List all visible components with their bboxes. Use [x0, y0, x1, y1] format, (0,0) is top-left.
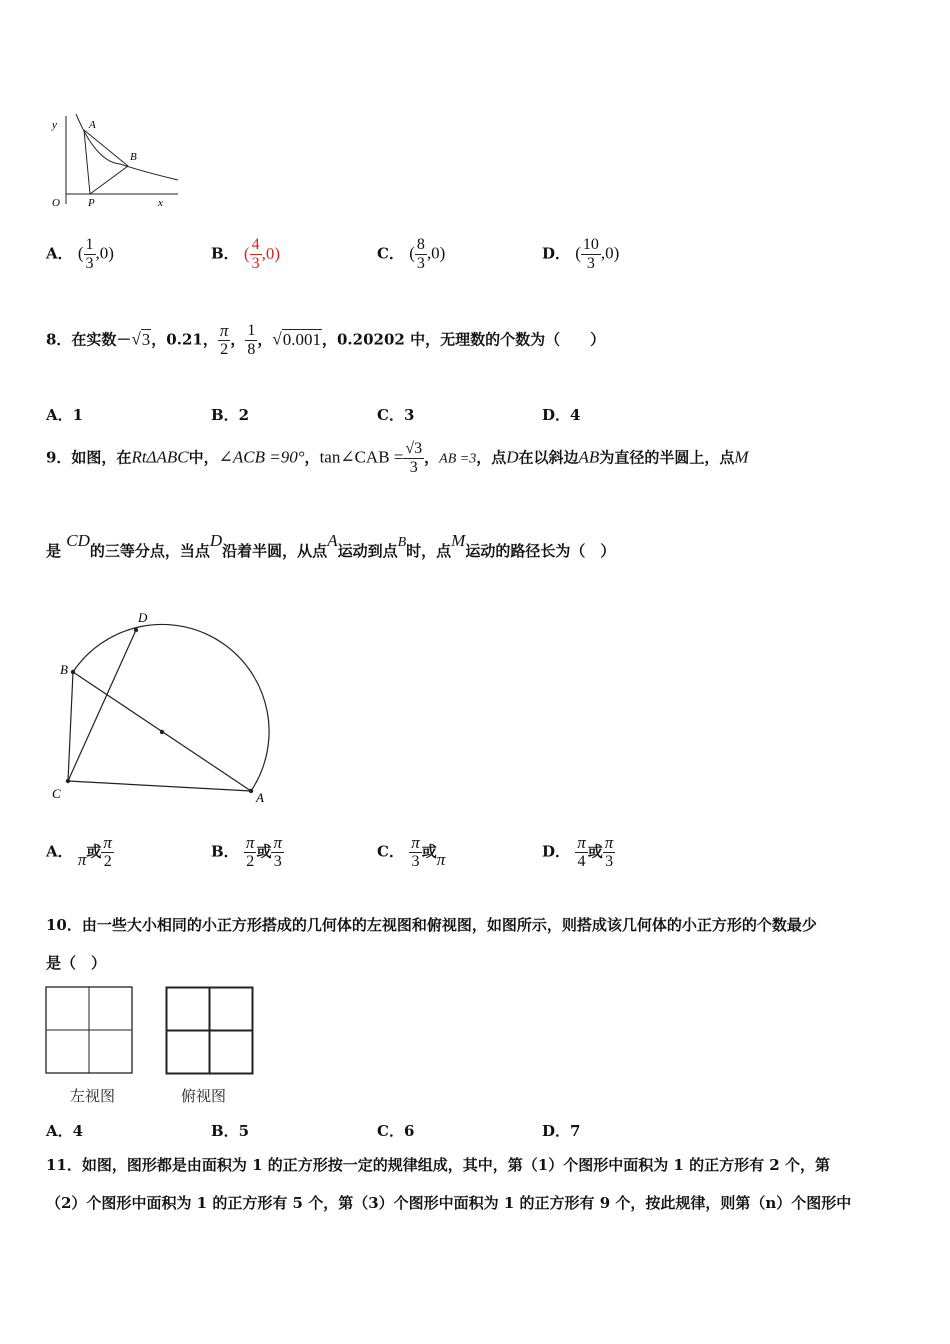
q9-label-C: C [52, 786, 61, 801]
q10-left-view-caption: 左视图 [70, 1087, 116, 1105]
q10-top-view-caption: 俯视图 [181, 1087, 227, 1105]
q7-graph [44, 108, 184, 212]
q9-option-b[interactable]: B． $\frac{\pi}{2}$ 或 $\frac{\pi}{3}$ [211, 833, 282, 870]
q10-option-a[interactable]: A．4 [46, 1122, 84, 1140]
q7-option-a-label: A． [46, 244, 73, 263]
q7-option-b-label: B． [211, 244, 239, 263]
q7-label-B: B [130, 151, 137, 163]
q7-label-P: P [88, 197, 95, 209]
q7-label-y: y [52, 119, 57, 131]
q7-option-b-frac: $\frac{4}{3}$ [251, 236, 260, 272]
q10-stem-line2: 是（ ） [46, 954, 107, 972]
q8-option-c[interactable]: C．3 [377, 406, 415, 424]
q8-option-a[interactable]: A．1 [46, 406, 84, 424]
q7-option-b[interactable]: B． ( $\frac{4}{3}$ ,0) [211, 236, 281, 272]
q10-left-view [45, 986, 135, 1076]
q10-option-c[interactable]: C．6 [377, 1122, 415, 1140]
q8-option-b[interactable]: B．2 [211, 406, 250, 424]
q9-figure [46, 604, 286, 810]
q7-label-O: O [52, 197, 60, 209]
q7-label-x: x [158, 197, 163, 209]
q7-option-a-frac: $\frac{1}{3}$ [85, 236, 94, 272]
q10-option-d[interactable]: D．7 [542, 1122, 581, 1140]
q8-sqrt-0001: √0.001 [272, 329, 321, 349]
q9-stem-line2: 是 CD的三等分点，当点D沿着半圆，从点A运动到点B时，点M运动的路径长为（ ） [46, 531, 616, 560]
q7-option-a[interactable]: A． ( $\frac{1}{3}$ ,0) [46, 236, 114, 272]
q9-label-D: D [138, 610, 148, 625]
q9-option-d[interactable]: D． $\frac{\pi}{4}$ 或 $\frac{\pi}{3}$ [542, 833, 614, 870]
q10-top-view [165, 986, 257, 1078]
q9-label-A: A [256, 790, 264, 805]
q11-stem-line2: （2）个图形中面积为 1 的正方形有 5 个，第（3）个图形中面积为 1 的正方形有 9 个，按此规律，则第（n）个图形中 [46, 1194, 852, 1212]
q9-stem-line1: 9．如图，在RtΔABC中，∠ACB =90°，tan∠CAB = $\frac{√3}{3}$ ，AB =3，点D在以斜边AB为直径的半圆上，点M [46, 440, 749, 476]
q7-option-c-frac: $\frac{8}{3}$ [416, 236, 425, 272]
q9-label-B: B [60, 662, 68, 677]
q7-label-A: A [89, 119, 96, 131]
q7-option-d[interactable]: D． ( $\frac{10}{3}$ ,0) [542, 236, 620, 272]
q7-option-d-label: D． [542, 244, 571, 263]
q9-option-c[interactable]: C． $\frac{\pi}{3}$ 或π [377, 833, 446, 870]
q8-frac-pi-2: $\frac{\pi}{2}$ [219, 321, 229, 358]
q8-stem: 8．在实数－√3，0.21， $\frac{\pi}{2}$ ， $\frac{1}{8}$ ，√0.001，0.20202 中，无理数的个数为（ ） [46, 321, 606, 358]
q10-option-b[interactable]: B．5 [211, 1122, 250, 1140]
q7-option-c[interactable]: C． ( $\frac{8}{3}$ ,0) [377, 236, 446, 272]
q8-sqrt3: √3 [131, 329, 151, 349]
q7-option-c-label: C． [377, 244, 404, 263]
q11-stem-line1: 11．如图，图形都是由面积为 1 的正方形按一定的规律组成，其中，第（1）个图形中面积为 1 的正方形有 2 个，第 [46, 1156, 830, 1174]
q7-option-d-frac: $\frac{10}{3}$ [582, 236, 599, 272]
q8-frac-1-8: $\frac{1}{8}$ [247, 322, 256, 358]
q8-option-d[interactable]: D．4 [542, 406, 581, 424]
q10-stem-line1: 10．由一些大小相同的小正方形搭成的几何体的左视图和俯视图，如图所示，则搭成该几何体的小正方形的个数最少 [46, 916, 817, 934]
q9-option-a[interactable]: A． π或 $\frac{\pi}{2}$ [46, 833, 112, 870]
